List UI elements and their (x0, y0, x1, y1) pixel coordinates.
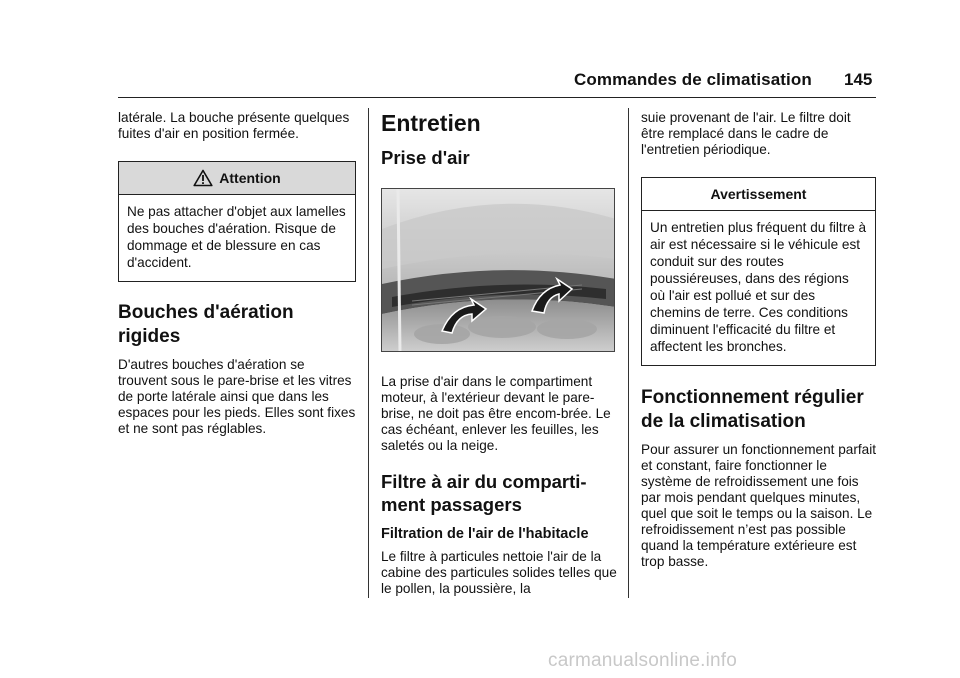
section-heading-rigid-vents: Bouches d'aération rigides (118, 302, 294, 347)
rigid-vents-paragraph: D'autres bouches d'aération se trouvent sous le pare-brise et les vitres de porte latérale ainsi que dans les espaces pour les pieds. Elles sont fixes et ne sont pas réglables. (118, 357, 356, 436)
column-divider-1 (368, 108, 369, 598)
page-number: 145 (844, 70, 873, 89)
air-intake-photo (381, 188, 615, 352)
attention-title: Attention (219, 170, 281, 186)
warning-box-header: Avertissement (642, 178, 875, 211)
heading-cabin-filtration: Filtration de l'air de l'habitacle (381, 526, 589, 542)
attention-box-header (119, 162, 355, 195)
running-head: Commandes de climatisation (574, 70, 812, 89)
heading-air-intake: Prise d'air (381, 147, 470, 168)
column-middle (381, 110, 617, 597)
ac-operation-paragraph: Pour assurer un fonctionnement parfait et constant, faire fonctionner le système de refroidissement une fois par mois pendant quelques minutes, quel que soit le temps ou la saison. Le refroidissement n’est pas possible quand la température extérieure est trop basse. (641, 442, 877, 569)
watermark: carmanualsonline.info (548, 650, 738, 671)
warning-triangle-icon (193, 169, 213, 187)
column-left (118, 110, 356, 437)
air-intake-paragraph: La prise d'air dans le compartiment moteur, à l'extérieur devant le pare-brise, ne doit pas être encom-brée. Le cas échéant, enlever les feuilles, les saletés ou la neige. (381, 374, 611, 453)
warning-body: Un entretien plus fréquent du filtre à air est nécessaire si le véhicule est conduit sur des routes poussiéreuses, dans des régions où l'air est pollué et sur des chemins de terre. Ces conditions diminuent l'efficacité du filtre et affectent les bronches. (650, 220, 867, 354)
column-right (641, 110, 877, 570)
attention-body: Ne pas attacher d'objet aux lamelles des bouches d'aération. Risque de dommage et de blessure en cas d'accident. (127, 204, 346, 270)
warning-box (641, 177, 876, 366)
heading-cabin-filter: Filtre à air du comparti-ment passagers (381, 471, 587, 515)
continued-paragraph-right: suie provenant de l'air. Le filtre doit être remplacé dans le cadre de l'entretien périodique. (641, 110, 851, 157)
heading-ac-operation: Fonctionnement régulier de la climatisation (641, 387, 864, 432)
section-title-maintenance: Entretien (381, 110, 481, 136)
cabin-filter-paragraph: Le filtre à particules nettoie l'air de la cabine des particules solides telles que le pollen, la poussière, la (381, 549, 617, 596)
attention-box (118, 161, 356, 282)
header-rule (118, 97, 876, 98)
column-divider-2 (628, 108, 629, 598)
continued-paragraph: latérale. La bouche présente quelques fuites d'air en position fermée. (118, 110, 350, 141)
